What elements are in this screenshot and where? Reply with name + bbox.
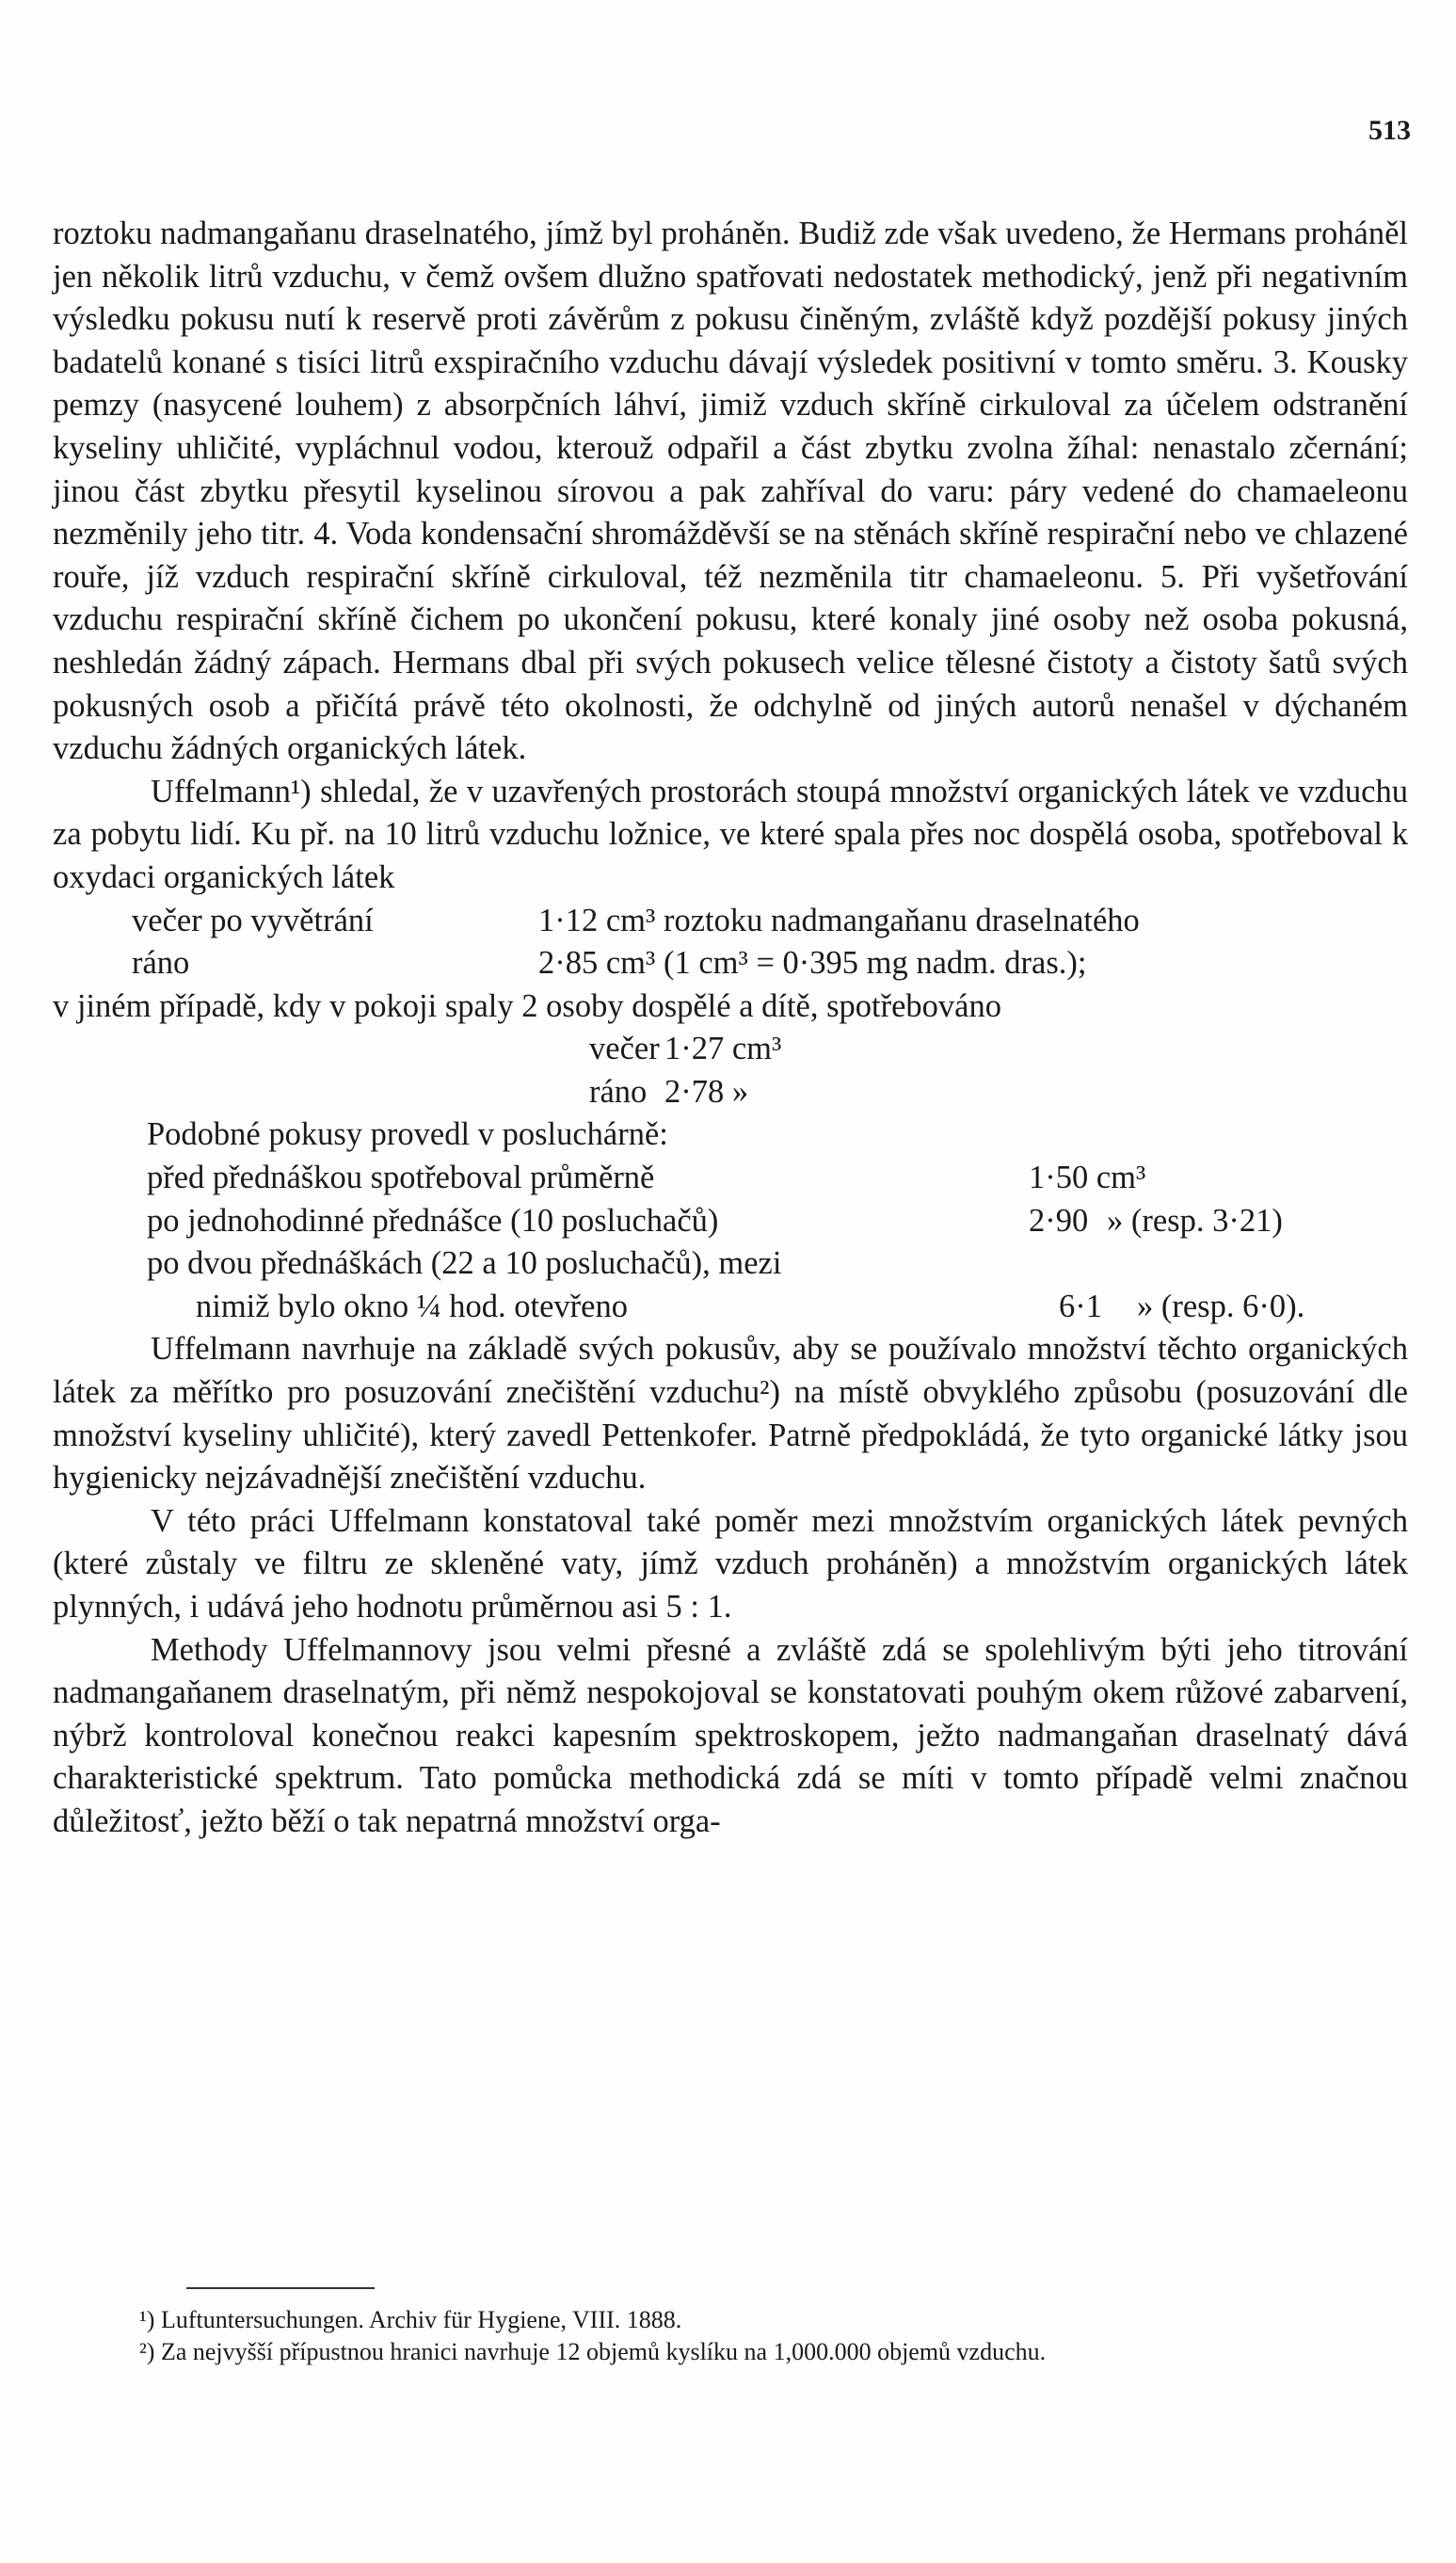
paragraph-3: v jiném případě, kdy v pokoji spaly 2 osoby dospělé a dítě, spotřebováno <box>53 987 1001 1024</box>
measurement-row-2 <box>132 942 1408 985</box>
footnotes <box>45 2287 1410 2368</box>
lecture-note: » (resp. 3·21) <box>1107 1202 1283 1239</box>
paragraph-2: Uffelmann¹) shledal, že v uzavřených prostorách stoupá množství organických látek ve vzduchu za pobytu lidí. Ku př. na 10 litrů vzduchu ložnice, ve které spala přes noc dospělá osoba, spotřeboval k oxydaci organických látek <box>53 773 1408 895</box>
lecture-label: po dvou přednáškách (22 a 10 posluchačů), mezi <box>147 1245 782 1282</box>
lecture-label: před přednáškou spotřeboval průměrně <box>147 1160 655 1196</box>
lecture-value: 2·90 <box>1029 1202 1089 1239</box>
footnote-2: ²) Za nejvyšší přípustnou hranici navrhuje 12 objemů kyslíku na 1,000.000 objemů vzduchu. <box>139 2338 1047 2365</box>
page-number: 513 <box>1368 115 1411 146</box>
measurement-row-1 <box>132 900 1408 943</box>
measurement-value: 2·85 cm³ (1 cm³ = 0·395 mg nadm. dras.); <box>538 945 1087 982</box>
lecture-row-2 <box>147 1200 1408 1243</box>
body-text <box>53 213 1408 1844</box>
paragraph-4: Uffelmann navrhuje na základě svých pokusův, aby se používalo množství těchto organických látek za měřítko pro posuzování znečištění vzduchu²) na místě obvyklého způsobu (posuzování dle množství kyseliny uhličité), který zavedl Pettenkofer. Patrně předpokládá, že tyto organické látky jsou hygienicky nejzávadnější znečištění vzduchu. <box>53 1331 1408 1497</box>
lecture-row-1 <box>147 1157 1408 1200</box>
lecture-row-4 <box>196 1286 1408 1329</box>
measurement-row-4 <box>589 1071 1408 1114</box>
lecture-note: » (resp. 6·0). <box>1137 1288 1305 1324</box>
paragraph-5: V této práci Uffelmann konstatoval také poměr mezi množstvím organických látek pevných (které zůstaly ve filtru ze skleněné vaty, jímž vzduch proháněn) a množstvím organických látek plynných, i udává jeho hodnotu průměrnou asi 5 : 1. <box>53 1502 1408 1625</box>
paragraph-1: roztoku nadmangaňanu draselnatého, jímž byl proháněn. Budiž zde však uvedeno, že Hermans proháněl jen několik litrů vzduchu, v čemž ovšem dlužno spatřovati nedostatek methodický, jenž při negativním výsledku pokusu nutí k reservě proti závěrům z pokusu činěným, zvláště když pozdější pokusy jiných badatelů konané s tisíci litrů exspiračního vzduchu dávají výsledek positivní v tomto směru. 3. Kousky pemzy (nasycené louhem) z absorpčních láhví, jimiž vzduch skříně cirkuloval za účelem odstranění kyseliny uhličité, vypláchnul vodou, kterouž odpařil a část zbytku zvolna žíhal: nenastalo zčernání; jinou část zbytku přesytil kyselinou sírovou a pak zahříval do varu: páry vedené do chamaeleonu nezměnily jeho titr. 4. Voda kondensační shromážděvší se na stěnách skříně respirační nebo ve chlazené rouře, jíž vzduch respirační skříně cirkuloval, též nezměnila titr chamaeleonu. 5. Při vyšetřování vzduchu respirační skříně čichem po ukončení pokusu, které konaly jiné osoby než osoba pokusná, neshledán žádný zápach. Hermans dbal při svých pokusech velice tělesné čistoty a čistoty šatů svých pokusných osob a přičítá právě této okolnosti, že odchylně od jiných autorů nenašel v dýchaném vzduchu žádných organických látek. <box>53 216 1408 767</box>
measurement-label: ráno <box>132 945 190 982</box>
measurement-label: večer po vyvětrání <box>132 902 374 938</box>
paragraph-6: Methody Uffelmannovy jsou velmi přesné a zvláště zdá se spolehlivým býti jeho titrování nadmangaňanem draselnatým, při němž nespokojoval se konstatovati pouhým okem růžové zabarvení, nýbrž kontroloval konečnou reakci kapesním spektroskopem, ježto nadmangaňan draselnatý dává charakteristické spektrum. Tato pomůcka methodická zdá se míti v tomto případě velmi značnou důležitosť, ježto běží o tak nepatrná množství orga- <box>53 1631 1408 1839</box>
measurement-label: ráno <box>589 1073 648 1110</box>
measurement-value: 1·27 cm³ <box>664 1031 782 1067</box>
measurement-value: 2·78 » <box>664 1073 749 1110</box>
lecture-value <box>1029 1242 1107 1286</box>
lecture-value: 6·1 <box>1059 1288 1102 1324</box>
lecture-value: 1·50 cm³ <box>1029 1160 1146 1196</box>
measurement-row-3 <box>589 1028 1408 1071</box>
lecture-label: nimiž bylo okno ¼ hod. otevřeno <box>196 1288 628 1324</box>
measurement-value: 1·12 cm³ roztoku nadmangaňanu draselnatého <box>538 902 1140 938</box>
lecture-label: po jednohodinné přednášce (10 posluchačů) <box>147 1202 719 1239</box>
footnote-1: ¹) Luftuntersuchungen. Archiv für Hygiene, VIII. 1888. <box>139 2306 682 2333</box>
lecture-hall-heading: Podobné pokusy provedl v posluchárně: <box>147 1116 668 1153</box>
measurement-label: večer <box>589 1031 660 1067</box>
lecture-row-3 <box>147 1242 1408 1286</box>
footnote-divider <box>186 2287 375 2289</box>
